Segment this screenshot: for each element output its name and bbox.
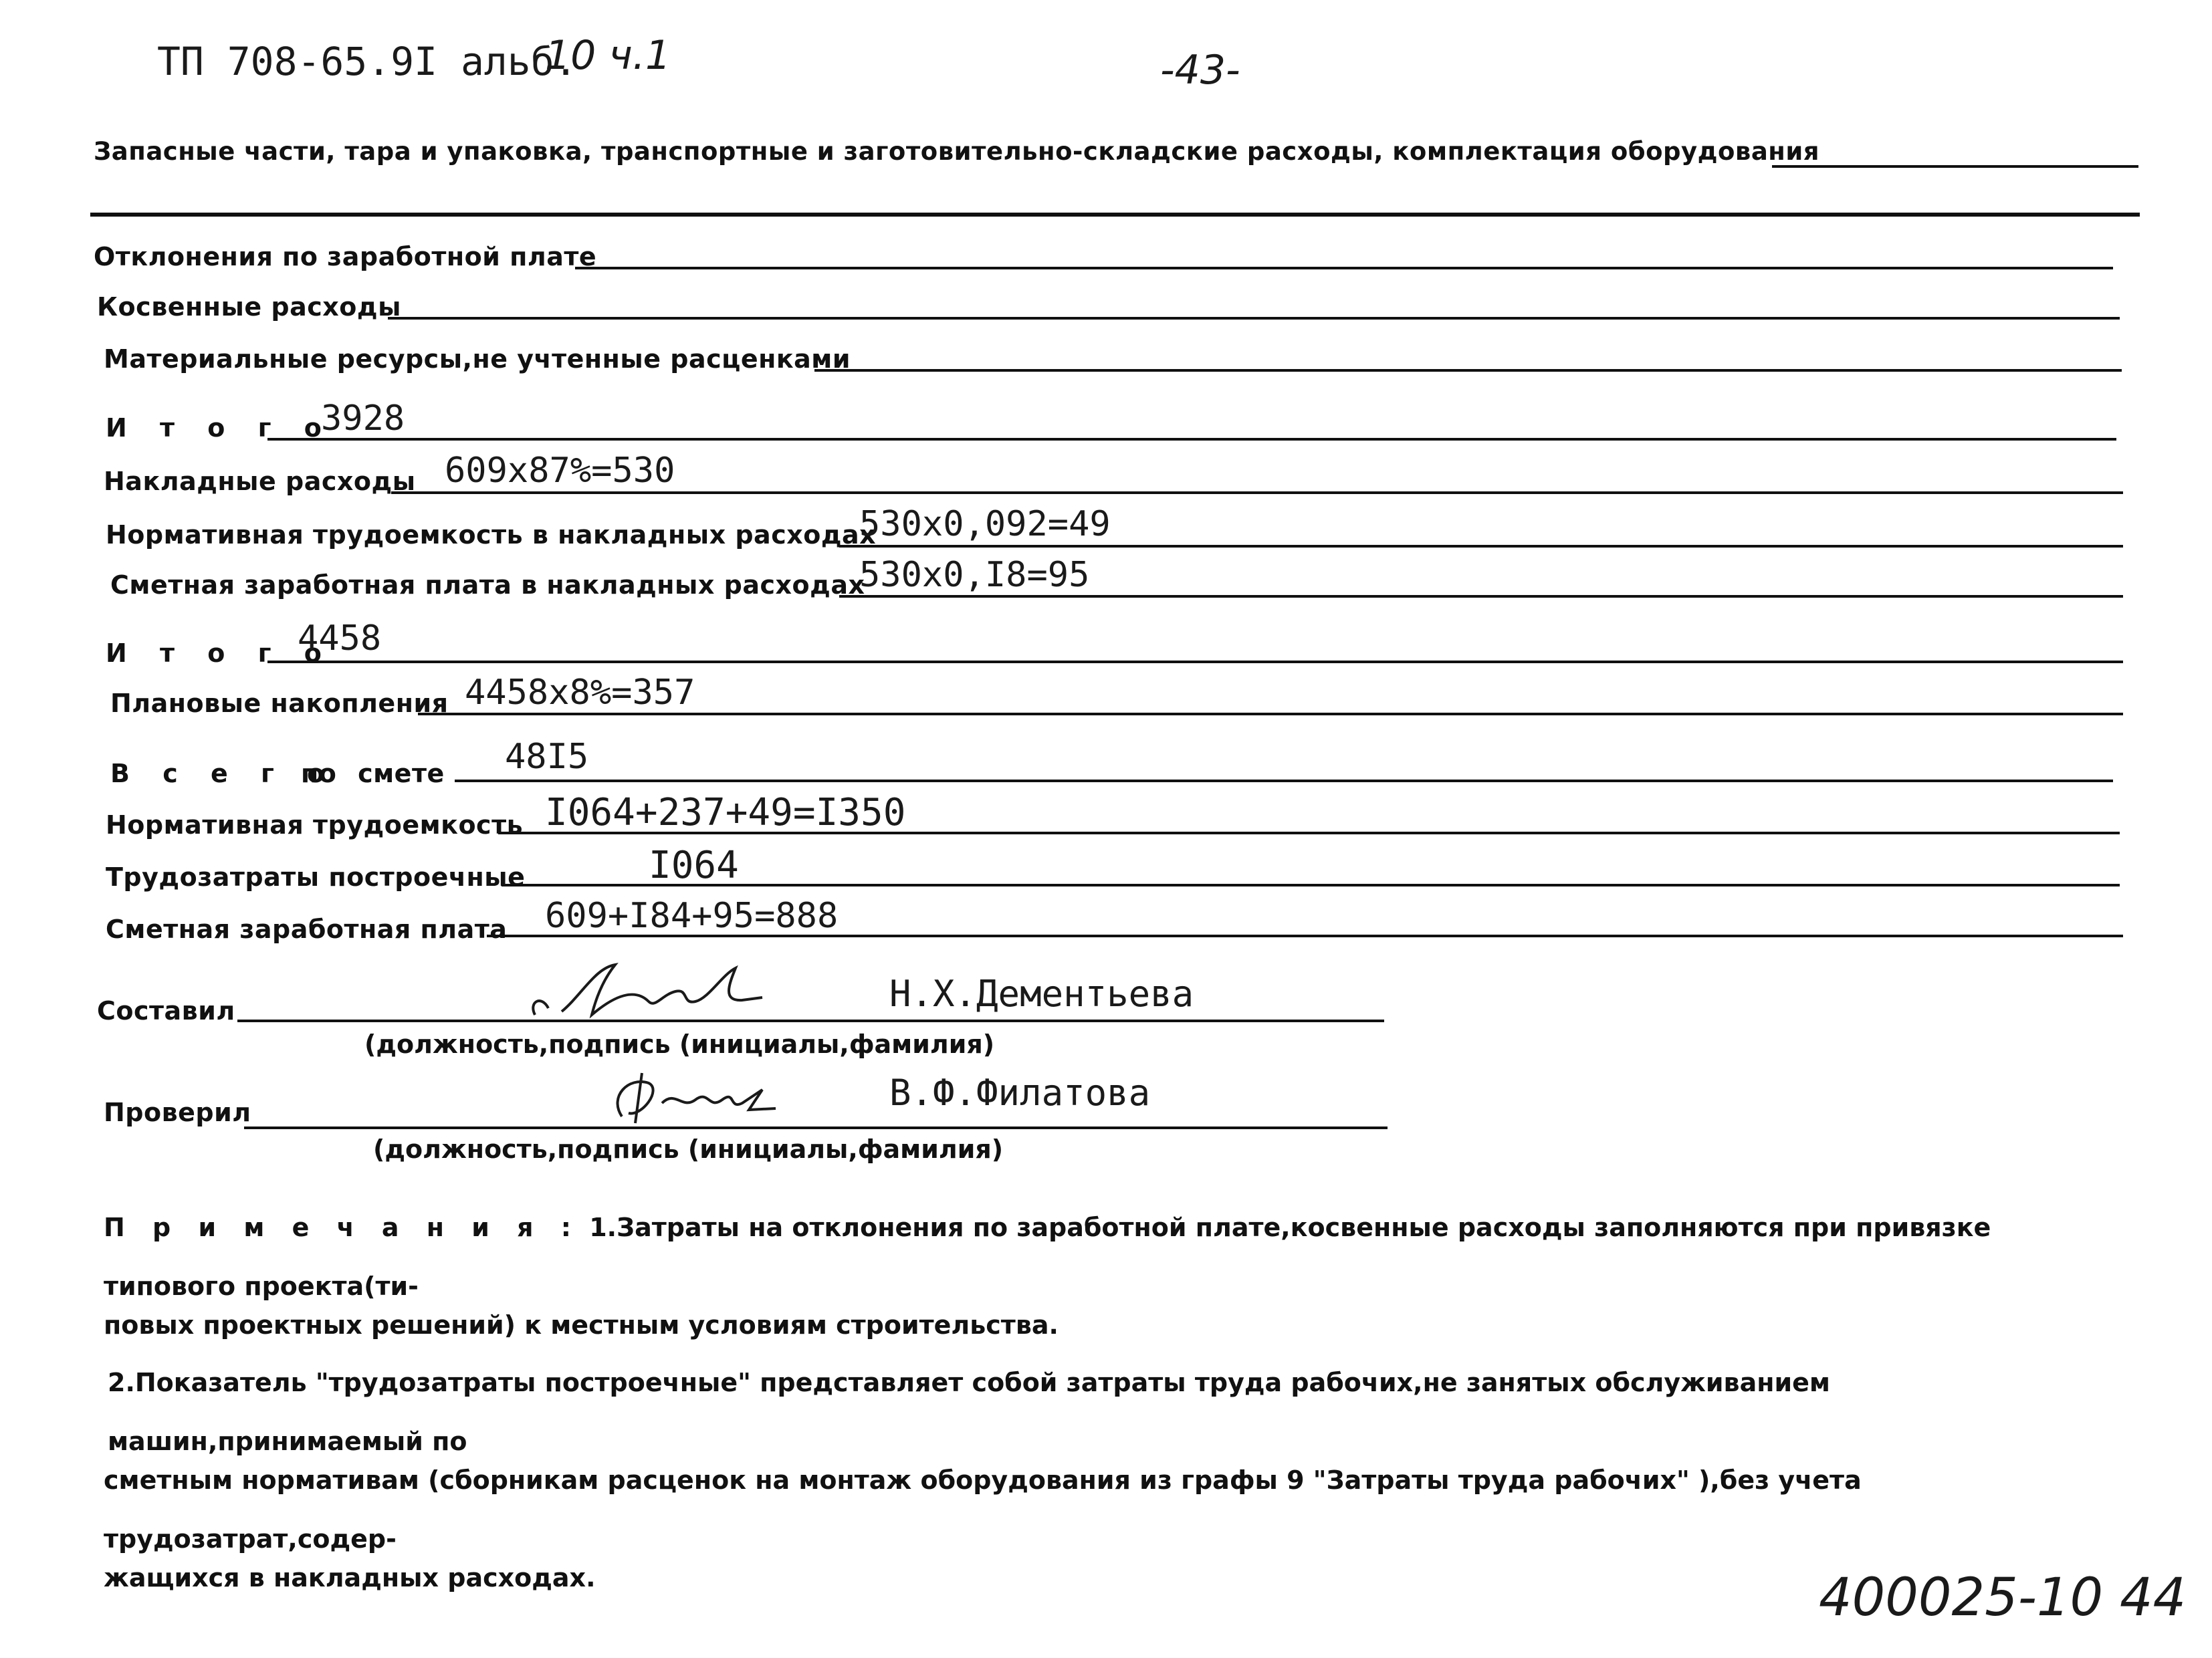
site-labor-value: I064 (649, 844, 739, 887)
grand-total-label-suffix: по смете (301, 759, 445, 788)
total1-label: И т о г о (106, 413, 334, 443)
compiled-signature (522, 955, 776, 1028)
material-resources-label: Материальные ресурсы,не учтенные расценками (104, 344, 851, 374)
notes-heading: П р и м е ч а н и я : (104, 1213, 580, 1242)
notes-block (104, 1198, 2110, 1607)
compiled-label: Составил (97, 996, 235, 1026)
album-number-handwritten: 10 ч.1 (545, 32, 671, 79)
checked-name: В.Ф.Филатова (889, 1072, 1151, 1114)
compiled-line (237, 1020, 1384, 1022)
note1-line2: повых проектных решений) к местным условиям строительства. (104, 1310, 1059, 1340)
site-labor-line (502, 884, 2120, 886)
est-wage-overhead-line (839, 595, 2123, 598)
total2-value: 4458 (298, 618, 382, 659)
spare-parts-line (1772, 165, 2138, 168)
compiled-name: Н.Х.Дементьева (889, 973, 1194, 1015)
checked-signature (602, 1063, 802, 1130)
grand-total-line (455, 780, 2113, 782)
wage-deviation-line (575, 267, 2113, 269)
document-code: ТП 708-65.9I альб. (157, 39, 578, 84)
total2-line (267, 661, 2123, 663)
compiled-caption: (должность,подпись (инициалы,фамилия) (364, 1030, 995, 1059)
norm-labor-overhead-line (839, 545, 2123, 548)
section-divider (90, 213, 2140, 217)
est-wage-value: 609+I84+95=888 (545, 896, 839, 936)
note1-text: 1.Затраты на отклонения по заработной плате,косвенные расходы заполняются при привязке типового проекта(ти- (104, 1213, 1991, 1301)
est-wage-line (487, 935, 2123, 937)
norm-labor-overhead-value: 530x0,092=49 (859, 504, 1111, 544)
footer-stamp: 400025-10 44 (1819, 1568, 2187, 1628)
note2-line1: 2.Показатель "трудозатраты построечные" представляет собой затраты труда рабочих,не занятых обслуживанием машин,принимаемый по (108, 1368, 1830, 1456)
note2-line3: жащихся в накладных расходах. (104, 1563, 596, 1592)
overhead-value: 609x87%=530 (445, 451, 675, 491)
material-resources-line (814, 369, 2122, 372)
planned-savings-line (418, 713, 2123, 715)
site-labor-label: Трудозатраты построечные (106, 862, 526, 892)
norm-labor-value: I064+237+49=I350 (545, 791, 906, 834)
indirect-costs-label: Косвенные расходы (97, 292, 401, 322)
total1-value: 3928 (321, 398, 405, 439)
checked-line (244, 1127, 1388, 1129)
checked-label: Проверил (104, 1098, 251, 1127)
est-wage-overhead-value: 530x0,I8=95 (859, 555, 1090, 595)
grand-total-label: В с е г о (110, 759, 337, 788)
indirect-costs-line (388, 317, 2120, 320)
planned-savings-label: Плановые накопления (110, 689, 449, 718)
total2-label: И т о г о (106, 638, 334, 668)
overhead-label: Накладные расходы (104, 467, 416, 496)
norm-labor-label: Нормативная трудоемкость (106, 810, 524, 840)
planned-savings-value: 4458x8%=357 (465, 673, 695, 713)
total1-line (267, 438, 2116, 441)
est-wage-label: Сметная заработная плата (106, 915, 508, 944)
wage-deviation-label: Отклонения по заработной плате (94, 242, 597, 271)
page-number: -43- (1160, 47, 1240, 94)
checked-caption: (должность,подпись (инициалы,фамилия) (373, 1135, 1004, 1164)
spare-parts-label: Запасные части, тара и упаковка, транспортные и заготовительно-складские расходы, комплектация оборудования (94, 137, 1820, 166)
overhead-line (391, 491, 2123, 494)
note2-line2: сметным нормативам (сборникам расценок на монтаж оборудования из графы 9 "Затраты труда рабочих" ),без учета трудозатрат,содер- (104, 1465, 1862, 1554)
norm-labor-line (498, 832, 2120, 834)
grand-total-value: 48I5 (505, 737, 589, 777)
est-wage-overhead-label: Сметная заработная плата в накладных расходах (110, 570, 865, 600)
norm-labor-overhead-label: Нормативная трудоемкость в накладных расходах (106, 520, 877, 550)
